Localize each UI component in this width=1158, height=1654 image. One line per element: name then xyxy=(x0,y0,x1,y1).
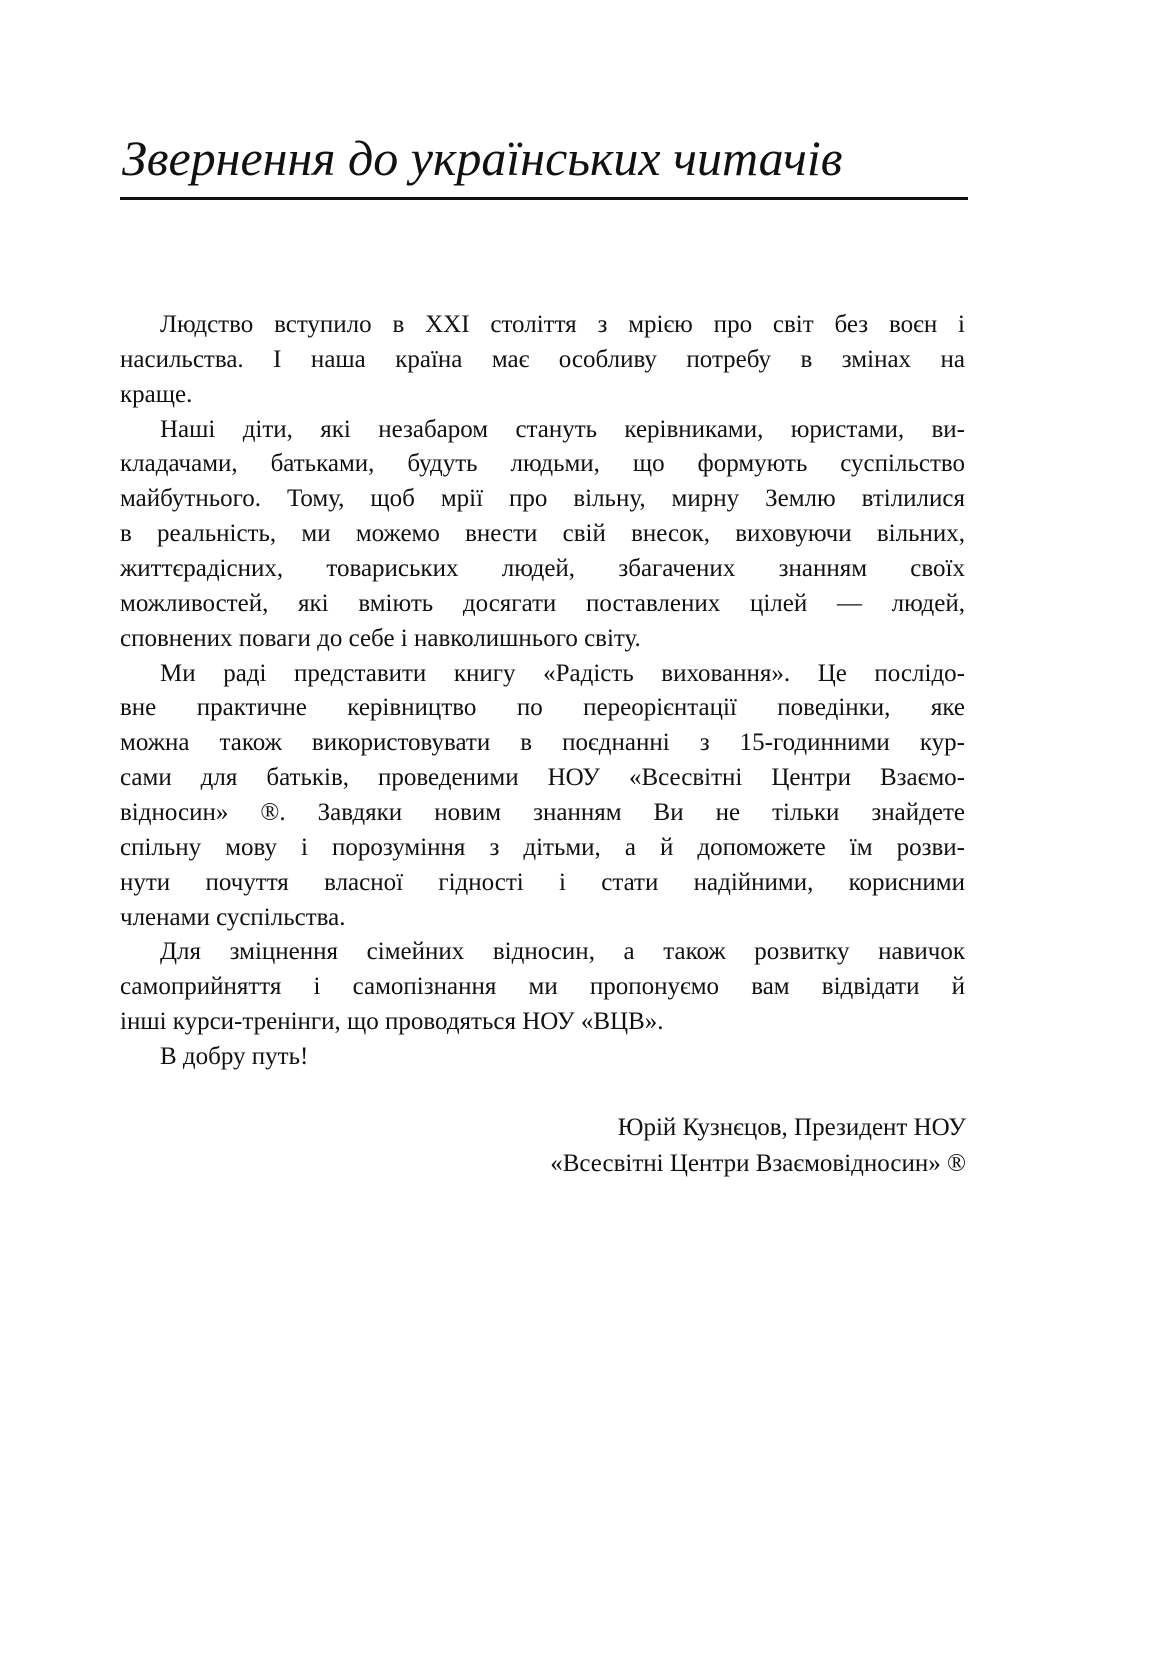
text-line: членами суспільства. xyxy=(120,903,346,931)
text-line: можливостей, які вміють досягати поставлених цілей — людей, xyxy=(120,589,965,617)
text-line: життєрадісних, товариських людей, збагачених знанням своїх xyxy=(120,555,965,583)
text-line: в реальність, ми можемо внести свій внесок, виховуючи вільних, xyxy=(120,520,965,548)
body-text xyxy=(120,308,965,1075)
text-line: можна також використовувати в поєднанні з 15-годинними кур- xyxy=(120,729,965,757)
text-line: самоприйняття і самопізнання ми пропонуємо вам відвідати й xyxy=(120,973,965,1001)
text-line: краще. xyxy=(120,380,193,408)
text-line: В добру путь! xyxy=(160,1043,309,1071)
text-line: Людство вступило в ХХІ століття з мрією про світ без воєн і xyxy=(160,311,965,338)
signature-name: Юрій Кузнєцов, Президент НОУ xyxy=(617,1114,966,1141)
signature-organization: «Всесвітні Центри Взаємовідносин» ® xyxy=(550,1150,966,1177)
text-line: вне практичне керівництво по переорієнтації поведінки, яке xyxy=(120,694,965,722)
text-line: майбутнього. Тому, щоб мрії про вільну, мирну Землю втілилися xyxy=(120,485,965,513)
text-line: Наші діти, які незабаром стануть керівниками, юристами, ви- xyxy=(160,415,965,443)
text-line: Ми раді представити книгу «Радість виховання». Це послідо- xyxy=(160,659,965,687)
text-line: інші курси-тренінги, що проводяться НОУ «ВЦВ». xyxy=(120,1008,664,1036)
text-line: сами для батьків, проведеними НОУ «Всесвітні Центри Взаємо- xyxy=(120,764,965,792)
signature xyxy=(550,1110,966,1182)
text-line: насильства. І наша країна має особливу потребу в змінах на xyxy=(120,345,965,373)
text-line: Для зміцнення сімейних відносин, а також розвитку навичок xyxy=(160,938,965,966)
text-line: сповнених поваги до себе і навколишнього світу. xyxy=(120,624,641,652)
title-rule xyxy=(120,197,968,200)
text-line: спільну мову і порозуміння з дітьми, а й допоможете їм розви- xyxy=(120,833,965,861)
text-line: кладачами, батьками, будуть людьми, що формують суспільство xyxy=(120,450,965,478)
page-title: Звернення до українських читачів xyxy=(122,130,843,186)
text-line: нути почуття власної гідності і стати надійними, корисними xyxy=(120,868,965,896)
text-line: відносин» ®. Завдяки новим знанням Ви не тільки знайдете xyxy=(120,799,965,827)
